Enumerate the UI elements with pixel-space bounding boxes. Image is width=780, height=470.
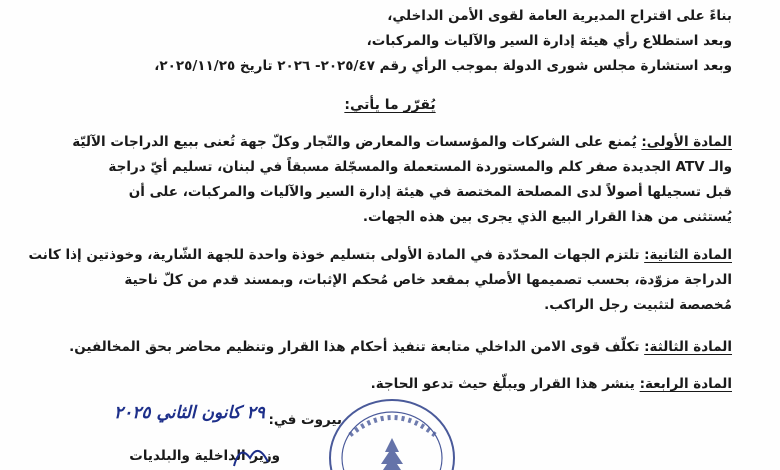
signature-place: بيروت في: [268, 412, 342, 428]
article-1-line-2: والـ ATV الجديدة صفر كلم والمستوردة المستعملة والمسجّلة مسبقاً في لبنان، تسليم أيّ دراجة [108, 159, 732, 175]
official-seal-icon [325, 380, 460, 470]
article-4-label: المادة الرابعة: [639, 376, 732, 392]
article-3-label: المادة الثالثة: [644, 339, 732, 355]
minister-title: وزير الداخلية والبلديات [129, 448, 280, 464]
preamble-line-3: وبعد استشارة مجلس شورى الدولة بموجب الرأي رقم ٢٠٢٥/٤٧- ٢٠٢٦ تاريخ ٢٠٢٥/١١/٢٥، [154, 58, 732, 74]
article-3-line [69, 337, 732, 357]
article-2-text-1: تلتزم الجهات المحدّدة في المادة الأولى بتسليم خوذة واحدة للجهة الشّارية، وخوذتين إذا كانت [28, 247, 645, 263]
decision-title: يُقرّر ما يأتي: [344, 97, 436, 113]
article-2-line-1 [28, 245, 732, 265]
preamble-line-2: وبعد استطلاع رأي هيئة إدارة السير والآليات والمركبات، [366, 33, 732, 49]
article-1-line-4: يُستثنى من هذا القرار البيع الذي يجرى بين هذه الجهات. [362, 209, 732, 225]
article-4-text: ينشر هذا القرار ويبلّغ حيث تدعو الحاجة. [370, 376, 640, 392]
article-3-text: تكلّف قوى الامن الداخلي متابعة تنفيذ أحكام هذا القرار وتنظيم محاضر بحق المخالفين. [69, 339, 645, 355]
article-2-line-3: مُخصصة لتثبيت رجل الراكب. [544, 297, 732, 313]
handwritten-date: ٢٩ كانون الثاني ٢٠٢٥ [114, 403, 265, 423]
article-2-label: المادة الثانية: [644, 247, 732, 263]
article-1-label: المادة الأولى: [641, 134, 732, 150]
article-1-text-1: يُمنع على الشركات والمؤسسات والمعارض والتّجار وكلّ جهة تُعنى ببيع الدراجات الآليّة [72, 134, 642, 150]
article-1-line-3: قبل تسجيلها أصولاً لدى المصلحة المختصة في هيئة إدارة السير والآليات والمركبات، على أن [128, 184, 732, 200]
preamble-line-1: بناءً على اقتراح المديرية العامة لقوى الأمن الداخلي، [387, 8, 732, 24]
stamp-mark-icon [230, 440, 272, 470]
article-1-line-1 [72, 132, 732, 152]
article-2-line-2: الدراجة مزوّدة، بحسب تصميمها الأصلي بمقعد خاص مُحكم الإثبات، وبمسند قدم من كلّ ناحية [124, 272, 732, 288]
